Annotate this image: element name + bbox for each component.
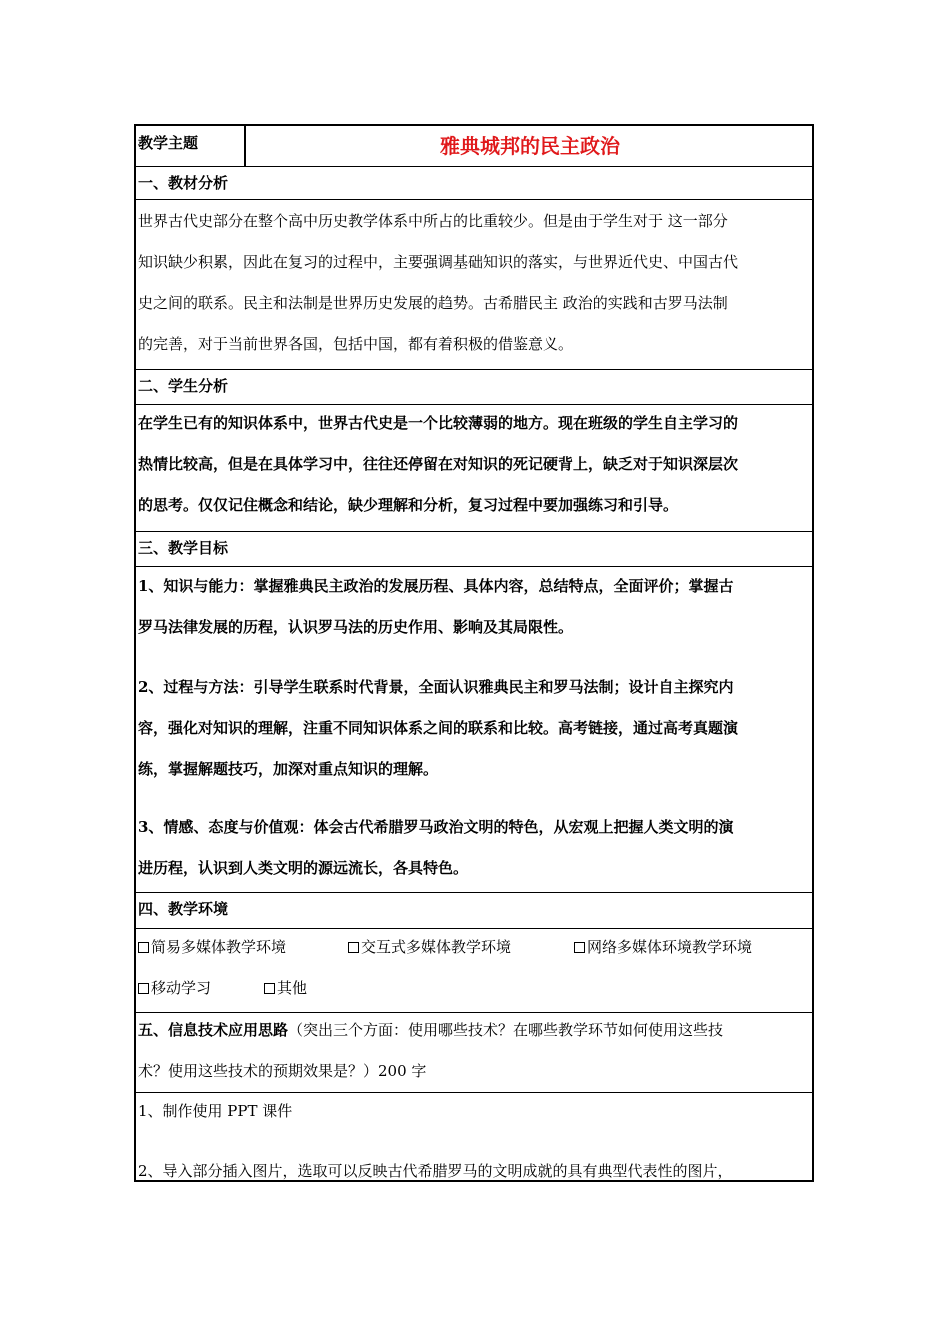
text-line: 的完善，对于当前世界各国，包括中国，都有着积极的借鉴意义。 xyxy=(138,335,574,353)
text-line: 罗马法律发展的历程，认识罗马法的历史作用、影响及其局限性。 xyxy=(138,618,574,636)
checkbox-icon[interactable] xyxy=(348,942,359,953)
text-line: 史之间的联系。民主和法制是世界历史发展的趋势。古希腊民主 政治的实践和古罗马法制 xyxy=(138,294,728,312)
text-line: 容，强化对知识的理解，注重不同知识体系之间的联系和比较。高考链接，通过高考真题演 xyxy=(138,719,739,737)
checkbox-icon[interactable] xyxy=(574,942,585,953)
env-option-mobile[interactable]: 移动学习 xyxy=(138,968,264,1009)
goal-values xyxy=(136,807,812,889)
section-heading-goals: 三、教学目标 xyxy=(138,539,229,557)
goal-knowledge xyxy=(136,566,812,648)
section-heading-materials: 一、教材分析 xyxy=(138,174,229,192)
text-line: 2、过程与方法：引导学生联系时代背景，全面认识雅典民主和罗马法制；设计自主探究内 xyxy=(138,678,734,696)
divider xyxy=(136,166,812,167)
checkbox-icon[interactable] xyxy=(264,983,275,994)
env-option-interactive[interactable]: 交互式多媒体教学环境 xyxy=(348,927,574,968)
text-line: 1、知识与能力：掌握雅典民主政治的发展历程、具体内容，总结特点，全面评价；掌握古 xyxy=(138,577,734,595)
text-line: 热情比较高，但是在具体学习中，往往还停留在对知识的死记硬背上，缺乏对于知识深层次 xyxy=(138,455,739,473)
checkbox-icon[interactable] xyxy=(138,942,149,953)
section-heading-students: 二、学生分析 xyxy=(138,377,229,395)
it-note-continued: 术？使用这些技术的预期效果是？）200 字 xyxy=(138,1062,427,1080)
divider xyxy=(136,369,812,370)
topic-label: 教学主题 xyxy=(136,126,246,166)
section-heading-environment: 四、教学环境 xyxy=(138,900,229,918)
text-line: 的思考。仅仅记住概念和结论，缺少理解和分析，复习过程中要加强练习和引导。 xyxy=(138,496,679,514)
it-item-ppt: 1、制作使用 PPT 课件 xyxy=(138,1102,293,1120)
text-line: 世界古代史部分在整个高中历史教学体系中所占的比重较少。但是由于学生对于 这一部分 xyxy=(138,212,728,230)
section-heading-it-application xyxy=(136,1010,812,1092)
env-option-network[interactable]: 网络多媒体环境教学环境 xyxy=(574,927,752,968)
topic-title: 雅典城邦的民主政治 xyxy=(440,134,620,158)
text-line: 在学生已有的知识体系中，世界古代史是一个比较薄弱的地方。现在班级的学生自主学习的 xyxy=(138,414,739,432)
divider xyxy=(136,531,812,532)
env-option-other[interactable]: 其他 xyxy=(264,968,307,1009)
it-heading: 五、信息技术应用思路 xyxy=(138,1021,289,1039)
environment-options xyxy=(136,927,812,1009)
materials-analysis-text xyxy=(136,201,812,365)
text-line: 知识缺少积累，因此在复习的过程中，主要强调基础知识的落实，与世界近代史、中国古代 xyxy=(138,253,739,271)
text-line: 3、情感、态度与价值观：体会古代希腊罗马政治文明的特色，从宏观上把握人类文明的演 xyxy=(138,818,734,836)
text-line: 练，掌握解题技巧，加深对重点知识的理解。 xyxy=(138,760,439,778)
text-line: 进历程，认识到人类文明的源远流长，各具特色。 xyxy=(138,859,469,877)
it-item-images: 2、导入部分插入图片，选取可以反映古代希腊罗马的文明成就的具有典型代表性的图片， xyxy=(138,1162,733,1180)
divider xyxy=(136,892,812,893)
env-option-simple[interactable]: 简易多媒体教学环境 xyxy=(138,927,348,968)
divider xyxy=(136,199,812,200)
lesson-plan-table xyxy=(134,124,814,1182)
student-analysis-text xyxy=(136,403,812,526)
goal-process xyxy=(136,667,812,790)
checkbox-icon[interactable] xyxy=(138,983,149,994)
it-note: （突出三个方面：使用哪些技术？在哪些教学环节如何使用这些技 xyxy=(288,1021,724,1039)
